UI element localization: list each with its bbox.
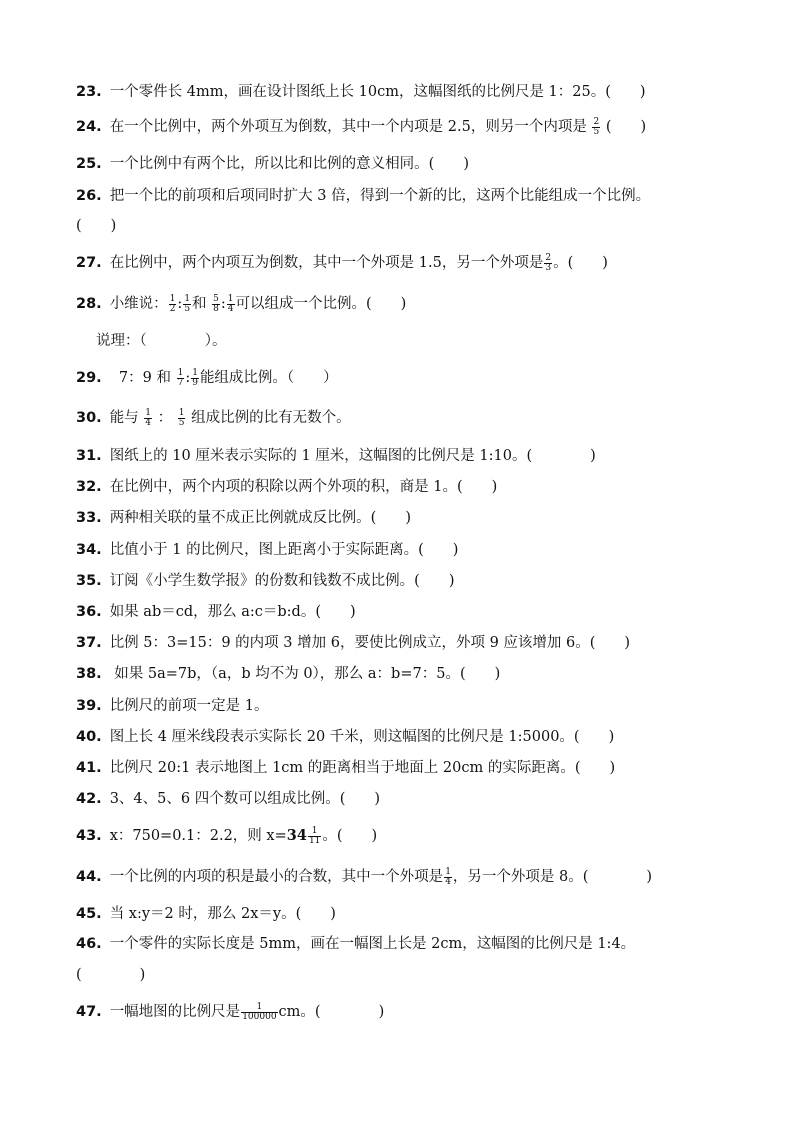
question-text: 把一个比的前项和后项同时扩大 3 倍，得到一个新的比，这两个比能组成一个比例。 — [109, 188, 651, 204]
question-31 — [76, 446, 754, 466]
question-32 — [76, 477, 754, 497]
question-text: 小维说： — [109, 296, 168, 312]
question-27 — [76, 253, 754, 273]
question-42 — [76, 789, 754, 809]
fraction: $\frac{1}{5}$ — [178, 407, 185, 428]
question-29: 29. 7：9 和 $\frac{1}{7}$ : $\frac{1}{9}$ 能组成比例。（ ） — [76, 367, 338, 388]
question-text: x：750=0.1：2.2，则 x= — [109, 828, 287, 844]
answer-blank: 。( ) — [553, 255, 608, 271]
question-40 — [76, 727, 754, 747]
question-number: 30. — [76, 410, 102, 426]
question-number: 34. — [76, 542, 102, 558]
question-33 — [76, 508, 754, 528]
question-44 — [76, 867, 754, 887]
answer-blank: ( ) — [605, 119, 647, 135]
fraction: $\frac{1}{4}$ — [145, 407, 152, 428]
question-text: 在一个比例中，两个外项互为倒数，其中一个内项是 2.5，则另一个内项是 — [109, 119, 587, 135]
mixed-number-whole: 34 — [286, 827, 307, 844]
question-text: ，另一个外项是 8。( ) — [452, 869, 653, 885]
question-text: 能组成比例。（ ） — [199, 370, 338, 386]
question-text: 一幅地图的比例尺是 — [109, 1004, 241, 1020]
fraction: $\frac{1}{9}$ — [192, 367, 198, 388]
question-41 — [76, 758, 754, 778]
question-text: 图纸上的 10 厘米表示实际的 1 厘米，这幅图的比例尺是 1:10。( ) — [109, 448, 596, 464]
question-text: 在比例中，两个内项互为倒数，其中一个外项是 1.5，另一个外项是 — [109, 255, 544, 271]
question-text: 一个零件长 4mm，画在设计图纸上长 10cm，这幅图纸的比例尺是 1：25。( ) — [109, 84, 646, 100]
question-37 — [76, 633, 754, 653]
reason-blank: 说理：（ ）。 — [96, 333, 227, 349]
fraction: $\frac{2}{5}$ — [593, 116, 600, 137]
question-text: 如果 ab＝cd，那么 a:c＝b:d。( ) — [109, 604, 356, 620]
question-text: 3、4、5、6 四个数可以组成比例。( ) — [109, 791, 381, 807]
question-text: 可以组成一个比例。( ) — [235, 296, 407, 312]
question-text: cm。( ) — [278, 1004, 385, 1020]
question-number: 33. — [76, 510, 102, 526]
question-text: 比例尺 20:1 表示地图上 1cm 的距离相当于地面上 20cm 的实际距离。( ) — [109, 760, 616, 776]
question-25 — [76, 154, 754, 174]
question-text: 在比例中，两个内项的积除以两个外项的积，商是 1。( ) — [109, 479, 498, 495]
question-number: 37. — [76, 635, 102, 651]
answer-blank: ( ) — [76, 967, 146, 983]
question-28-reason — [96, 331, 754, 351]
ratio-colon: ： — [157, 410, 173, 426]
fraction: $\frac{1}{4}$ — [227, 293, 234, 314]
question-number: 31. — [76, 448, 102, 464]
question-26 — [76, 186, 754, 206]
question-text: 能与 — [109, 410, 139, 426]
answer-blank: ( ) — [76, 218, 117, 234]
fraction: $\frac{1}{5}$ — [184, 293, 191, 314]
question-number: 35. — [76, 573, 102, 589]
question-text: 一个比例的内项的积是最小的合数，其中一个外项是 — [109, 869, 444, 885]
question-text: 和 — [192, 296, 207, 312]
question-38 — [76, 664, 754, 684]
question-number: 27. — [76, 255, 102, 271]
question-46 — [76, 934, 754, 954]
fraction: $\frac{1}{2}$ — [169, 293, 176, 314]
question-46-continued — [76, 965, 754, 985]
question-30 — [76, 408, 754, 428]
question-39 — [76, 696, 754, 716]
question-number: 39. — [76, 698, 102, 714]
question-text: 如果 5a=7b，（a，b 均不为 0），那么 a：b=7：5。( ) — [114, 666, 501, 682]
fraction: $\frac{1}{11}$ — [308, 825, 321, 846]
question-36 — [76, 602, 754, 622]
question-number: 28. — [76, 296, 102, 312]
question-28: 28. 小维说： $\frac{1}{2}$ : $\frac{1}{5}$ 和 $\frac{5}{8}$ : $\frac{1}{4}$ 可以组成一个比例。( ) — [76, 293, 407, 314]
question-text: 组成比例的比有无数个。 — [191, 410, 351, 426]
question-number: 41. — [76, 760, 102, 776]
question-34 — [76, 540, 754, 560]
question-26-continued — [76, 216, 754, 236]
question-number: 23. — [76, 84, 102, 100]
question-47 — [76, 1002, 754, 1022]
question-text: 一个零件的实际长度是 5mm，画在一幅图上长是 2cm，这幅图的比例尺是 1:4。 — [109, 936, 636, 952]
question-text: 比例尺的前项一定是 1。 — [109, 698, 269, 714]
question-number: 38. — [76, 666, 102, 682]
question-text: 两种相关联的量不成正比例就成反比例。( ) — [109, 510, 411, 526]
question-text: 比值小于 1 的比例尺，图上距离小于实际距离。( ) — [109, 542, 459, 558]
question-23 — [76, 82, 754, 102]
question-text: 当 x:y＝2 时，那么 2x＝y。( ) — [109, 906, 336, 922]
question-45 — [76, 904, 754, 924]
question-number: 24. — [76, 119, 102, 135]
question-number: 47. — [76, 1004, 102, 1020]
question-text: 一个比例中有两个比，所以比和比例的意义相同。( ) — [109, 156, 469, 172]
fraction: $\frac{5}{8}$ — [213, 293, 219, 314]
question-text: 订阅《小学生数学报》的份数和钱数不成比例。( ) — [109, 573, 455, 589]
question-number: 36. — [76, 604, 102, 620]
fraction: $\frac{2}{3}$ — [545, 252, 552, 273]
question-24 — [76, 117, 754, 137]
question-number: 32. — [76, 479, 102, 495]
answer-blank: 。( ) — [322, 828, 378, 844]
fraction: $\frac{1}{100000}$ — [242, 1001, 277, 1022]
question-number: 45. — [76, 906, 102, 922]
question-text: 7：9 和 — [118, 370, 171, 386]
question-35 — [76, 571, 754, 591]
fraction: $\frac{1}{4}$ — [445, 866, 451, 887]
question-number: 25. — [76, 156, 102, 172]
question-text: 图上长 4 厘米线段表示实际长 20 千米，则这幅图的比例尺是 1:5000。( ) — [109, 729, 615, 745]
question-number: 42. — [76, 791, 102, 807]
question-text: 比例 5：3=15：9 的内项 3 增加 6，要使比例成立，外项 9 应该增加 6。( ) — [109, 635, 631, 651]
question-number: 46. — [76, 936, 102, 952]
question-43 — [76, 826, 754, 846]
question-number: 26. — [76, 188, 102, 204]
question-number: 44. — [76, 869, 102, 885]
question-number: 29. — [76, 370, 102, 386]
question-number: 43. — [76, 828, 102, 844]
question-number: 40. — [76, 729, 102, 745]
fraction: $\frac{1}{7}$ — [177, 367, 184, 388]
